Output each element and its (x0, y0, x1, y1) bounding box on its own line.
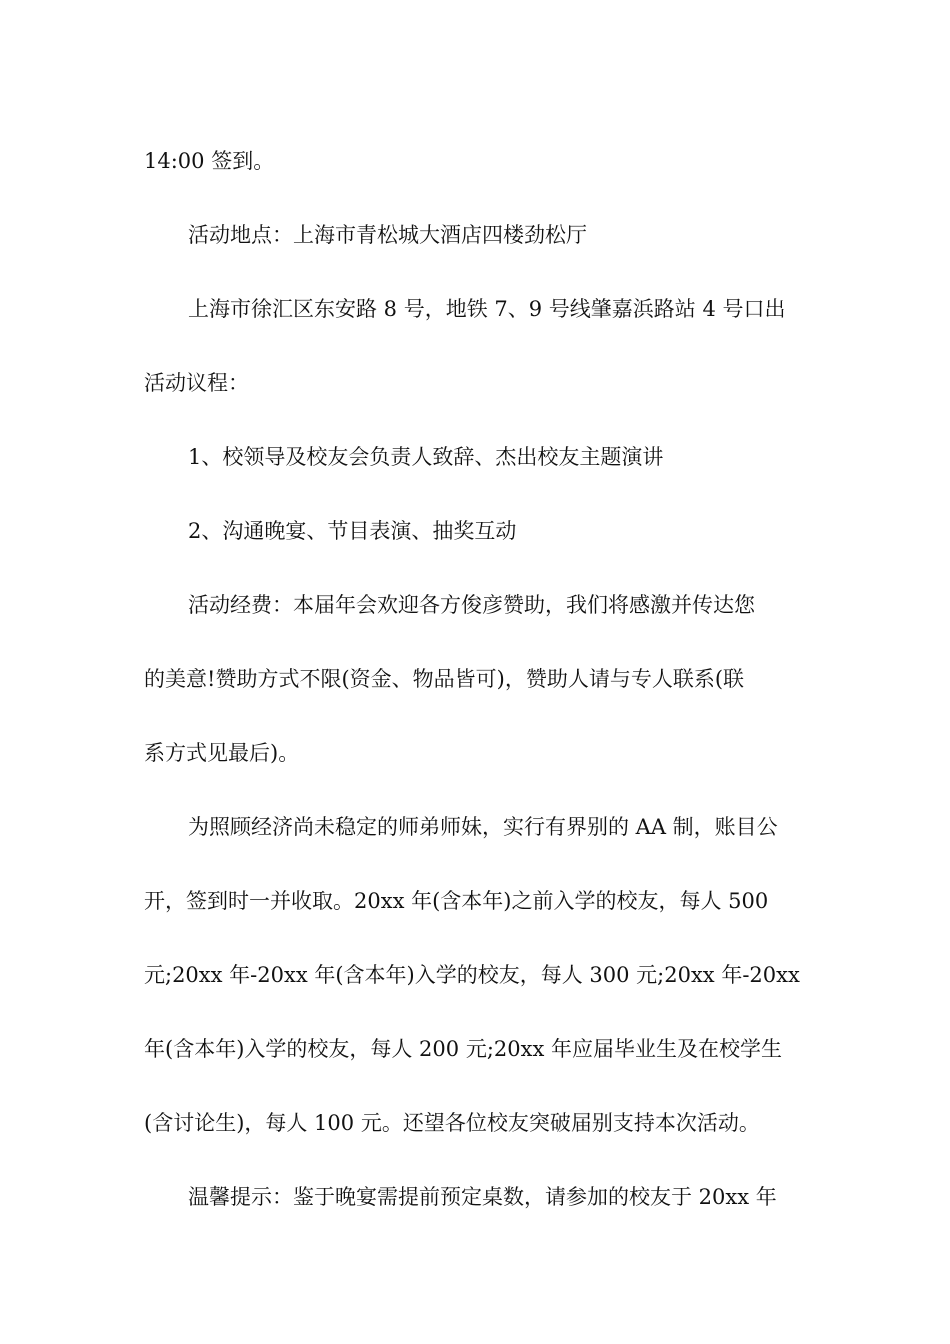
text-line: 1、校领导及校友会负责人致辞、杰出校友主题演讲 (188, 445, 664, 469)
text-line: 活动地点：上海市青松城大酒店四楼劲松厅 (188, 223, 587, 247)
text-line: 的美意!赞助方式不限(资金、物品皆可)，赞助人请与专人联系(联 (144, 667, 745, 691)
text-line: 为照顾经济尚未稳定的师弟师妹，实行有界别的 AA 制，账目公 (188, 815, 778, 839)
text-line: 上海市徐汇区东安路 8 号，地铁 7、9 号线肇嘉浜路站 4 号口出 (188, 297, 786, 321)
text-line: 温馨提示：鉴于晚宴需提前预定桌数，请参加的校友于 20xx 年 (188, 1185, 777, 1209)
text-line: 活动议程： (144, 371, 249, 395)
text-line: 14:00 签到。 (144, 149, 275, 173)
text-line: 活动经费：本届年会欢迎各方俊彦赞助，我们将感激并传达您 (188, 593, 755, 617)
text-line: (含讨论生)，每人 100 元。还望各位校友突破届别支持本次活动。 (144, 1111, 760, 1135)
text-line: 2、沟通晚宴、节目表演、抽奖互动 (188, 519, 517, 543)
text-line: 元;20xx 年-20xx 年(含本年)入学的校友，每人 300 元;20xx 年-20xx (144, 963, 800, 987)
text-line: 开，签到时一并收取。20xx 年(含本年)之前入学的校友，每人 500 (144, 889, 769, 913)
text-line: 年(含本年)入学的校友，每人 200 元;20xx 年应届毕业生及在校学生 (144, 1037, 782, 1061)
document-body (144, 124, 812, 1234)
text-line: 系方式见最后)。 (144, 741, 300, 765)
